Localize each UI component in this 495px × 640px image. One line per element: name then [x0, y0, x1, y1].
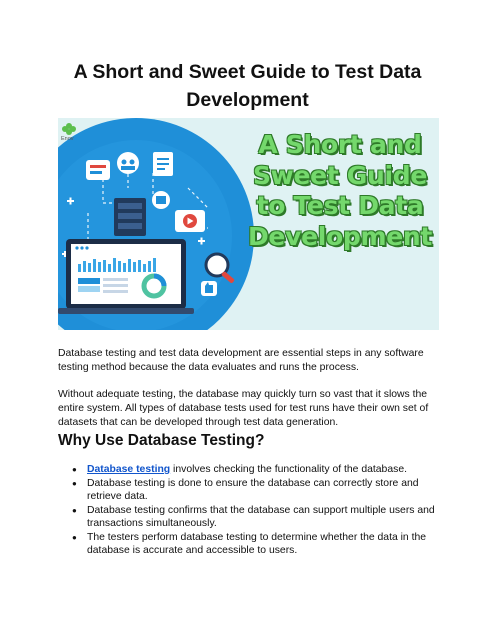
hero-title-text: [244, 130, 436, 252]
logo-text: Enov: [61, 136, 74, 142]
chart-card-icon: [86, 160, 110, 180]
bullet-list: [58, 463, 443, 558]
bullet-dot-icon: ●: [72, 532, 77, 542]
users-icon: [117, 152, 139, 174]
intro-paragraph: Database testing and test data development are essential steps in any software testing method because the data evaluates and runs the process.: [58, 348, 424, 373]
list-item: [58, 477, 443, 504]
bullet-dot-icon: ●: [72, 505, 77, 515]
enov-logo: [62, 123, 76, 135]
list-item: [58, 504, 443, 531]
list-item-text: Database testing confirms that the database can support multiple users and transactions simultaneously.: [87, 504, 435, 529]
list-item: [58, 463, 443, 477]
bullet-dot-icon: ●: [72, 465, 77, 474]
hero-title-line: Sweet Guide: [252, 160, 428, 190]
hero-banner-image: [58, 118, 439, 330]
section-heading: Why Use Database Testing?: [58, 432, 265, 449]
list-item-text: Database testing is done to ensure the database can correctly store and retrieve data.: [87, 477, 419, 502]
thumbs-up-icon: [201, 281, 217, 296]
list-item: [58, 531, 443, 558]
body-paragraph: Without adequate testing, the database may quickly turn so vast that it slows the entire system. All types of database tests used for test runs have their own set of datasets that can be developed through test data generation.: [58, 389, 429, 428]
document-title: A Short and Sweet Guide to Test Data Development: [73, 61, 422, 111]
bullet-dot-icon: ●: [72, 478, 77, 488]
document-icon: [153, 152, 173, 176]
list-item-text: involves checking the functionality of the database.: [170, 464, 407, 475]
list-item-text: The testers perform database testing to determine whether the data in the database is accurate and accessible to users.: [87, 531, 427, 556]
database-testing-link[interactable]: Database testing: [87, 464, 171, 475]
laptop-icon: [58, 239, 194, 314]
video-player-icon: [175, 210, 205, 232]
server-icon: [114, 198, 146, 236]
hero-title-line: A Short and: [258, 130, 422, 159]
hero-title-line: to Test Data: [256, 191, 424, 220]
hero-title-line: Development: [247, 221, 433, 251]
